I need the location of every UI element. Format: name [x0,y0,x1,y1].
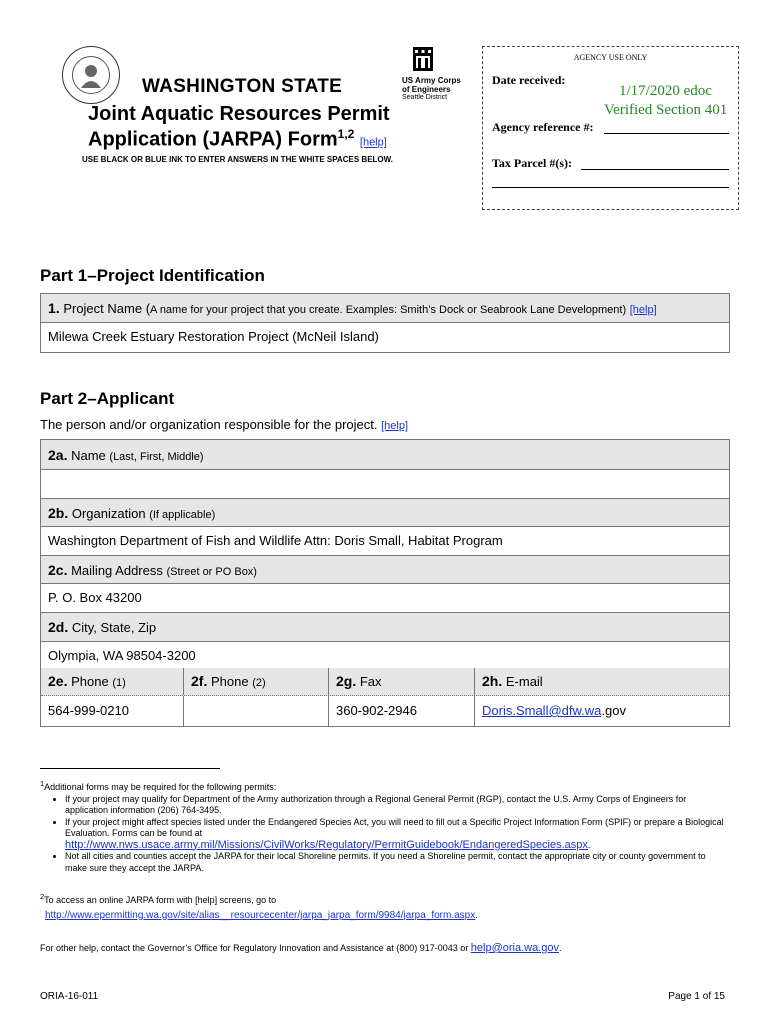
date-received-value: 1/17/2020 edoc [619,83,712,99]
form-title-line1: Joint Aquatic Resources Permit [88,103,390,125]
washington-state-seal [62,46,120,104]
usace-district: Seattle District [402,94,448,101]
city-state-zip-label-row: 2d. City, State, Zip [41,613,729,642]
fax-value: 360-902-2946 [336,703,417,718]
esa-forms-link[interactable]: http://www.nws.usace.army.mil/Missions/CivilWorks/Regulatory/PermitGuidebook/EndangeredSpecies.aspx [65,838,588,851]
footnote-1: $^1$Additional forms may be required for the following permits: • If your project may qualify for Department of the Army authorization through a Regional General Permit (RGP), contact the U.S. Army Corps of Engineers for application information (206) 764-3495. • If your project might affect species listed under the Endangered Species Act, you will need to fill out a Specific Project Information Form (SPIF) or prepare a Biological Evaluation. Forms can be found at http://www.nws.usace.army.mil/Missions/CivilWorks/Regulatory/PermitGuidebook/EndangeredSpecies.aspx. • Not all cities and counties accept the JARPA for their local Shoreline permits. If you need a Shoreline permit, contact the appropriate city or county government to make sure they accept the JARPA. [40,778,730,874]
tax-parcel-label: Tax Parcel #(s): [492,156,572,170]
footnote-1-bullet-shoreline: • Not all cities and counties accept the JARPA for their local Shoreline permits. If you need a Shoreline permit, contact the appropriate city or county government to make sure they accept the JARPA. [65,851,730,874]
applicant-table [40,439,730,727]
date-received-label: Date received: [492,73,566,87]
name-field[interactable] [41,470,729,499]
ink-instructions: USE BLACK OR BLUE INK TO ENTER ANSWERS IN THE WHITE SPACES BELOW. [82,155,393,164]
mailing-address-value: P. O. Box 43200 [48,590,142,605]
footnote-1-bullet-esa: • If your project might affect species listed under the Endangered Species Act, you will need to fill out a Specific Project Information Form (SPIF) or prepare a Biological Evaluation. Forms can be found at http://www.nws.usace.army.mil/Missions/CivilWorks/Regulatory/PermitGuidebook/EndangeredSpecies.aspx. [65,817,730,852]
usace-line2: of Engineers [402,85,451,94]
organization-value: Washington Department of Fish and Wildlife Attn: Doris Small, Habitat Program [48,533,503,548]
part2-intro: The person and/or organization responsible for the project. [help] [40,417,409,432]
part1-heading: Part 1–Project Identification [40,266,265,285]
usace-castle-icon [413,47,433,71]
agency-reference-line [604,133,729,134]
page-number: Page 1 of 15 [668,991,725,1002]
footnote-1-bullet-rgp: • If your project may qualify for Department of the Army authorization through a Regional General Permit (RGP), contact the U.S. Army Corps of Engineers for application information (206) 764-3495. [65,794,730,817]
applicant-help-link[interactable]: [help] [381,420,409,432]
project-name-help-link[interactable]: [help] [629,304,657,316]
tax-parcel-line2 [492,187,729,188]
part2-heading: Part 2–Applicant [40,389,175,408]
form-title-line2: Application (JARPA) Form$^{1,2}$ [help] [88,127,387,151]
form-id: ORIA-16-011 [40,991,99,1002]
phone2-field[interactable] [184,696,329,726]
usace-line1: US Army Corps [402,76,461,85]
state-title: WASHINGTON STATE [142,76,343,97]
fax-field[interactable] [329,696,475,726]
organization-label-row: 2b. Organization (If applicable) [41,499,729,527]
project-name-field[interactable] [41,323,729,352]
mailing-address-label-row: 2c. Mailing Address (Street or PO Box) [41,556,729,584]
email-value: Doris.Small@dfw.wa.gov [482,703,626,718]
contact-value-row [41,696,729,726]
project-name-value: Milewa Creek Estuary Restoration Project (McNeil Island) [48,329,379,344]
contact-label-row: 2e. Phone (1) 2f. Phone (2) 2g. Fax 2h. E-mail [41,668,729,696]
city-state-zip-field[interactable] [41,642,729,668]
city-state-zip-value: Olympia, WA 98504-3200 [48,648,196,663]
email-link[interactable]: Doris.Small@dfw.wa [482,703,602,718]
project-name-table [40,293,730,353]
agency-use-label: AGENCY USE ONLY [573,53,648,62]
footnote-ref: 1,2 [337,127,355,141]
jarpa-online-link[interactable]: http://www.epermitting.wa.gov/site/alias__resourcecenter/jarpa_jarpa_form/9984/jarpa_form.aspx [45,909,476,921]
phone1-value: 564-999-0210 [48,703,129,718]
organization-field[interactable] [41,527,729,556]
agency-use-box [482,46,739,210]
footnote-separator [40,768,220,769]
verified-stamp: Verified Section 401 [604,102,728,118]
tax-parcel-line [581,169,729,170]
agency-reference-label: Agency reference #: [492,120,594,134]
footnote-2: $^2$To access an online JARPA form with [help] screens, go to http://www.epermitting.wa.gov/site/alias__resourcecenter/jarpa_jarpa_form/9984/jarpa_form.aspx. [40,892,478,921]
washington-portrait-icon [76,60,106,90]
name-label-row: 2a. Name (Last, First, Middle) [41,440,729,470]
mailing-address-field[interactable] [41,584,729,613]
phone1-field[interactable] [41,696,184,726]
oria-email-link[interactable]: help@oria.wa.gov [470,942,559,954]
project-name-label-row: 1. Project Name (A name for your project that you create. Examples: Smith’s Dock or Seabrook Lane Development) [help] [41,294,729,323]
form-help-link[interactable]: [help] [359,136,387,149]
email-field[interactable] [475,696,729,726]
other-help: For other help, contact the Governor’s Office for Regulatory Innovation and Assistance at (800) 917-0043 or help@oria.wa.gov. [40,942,562,954]
